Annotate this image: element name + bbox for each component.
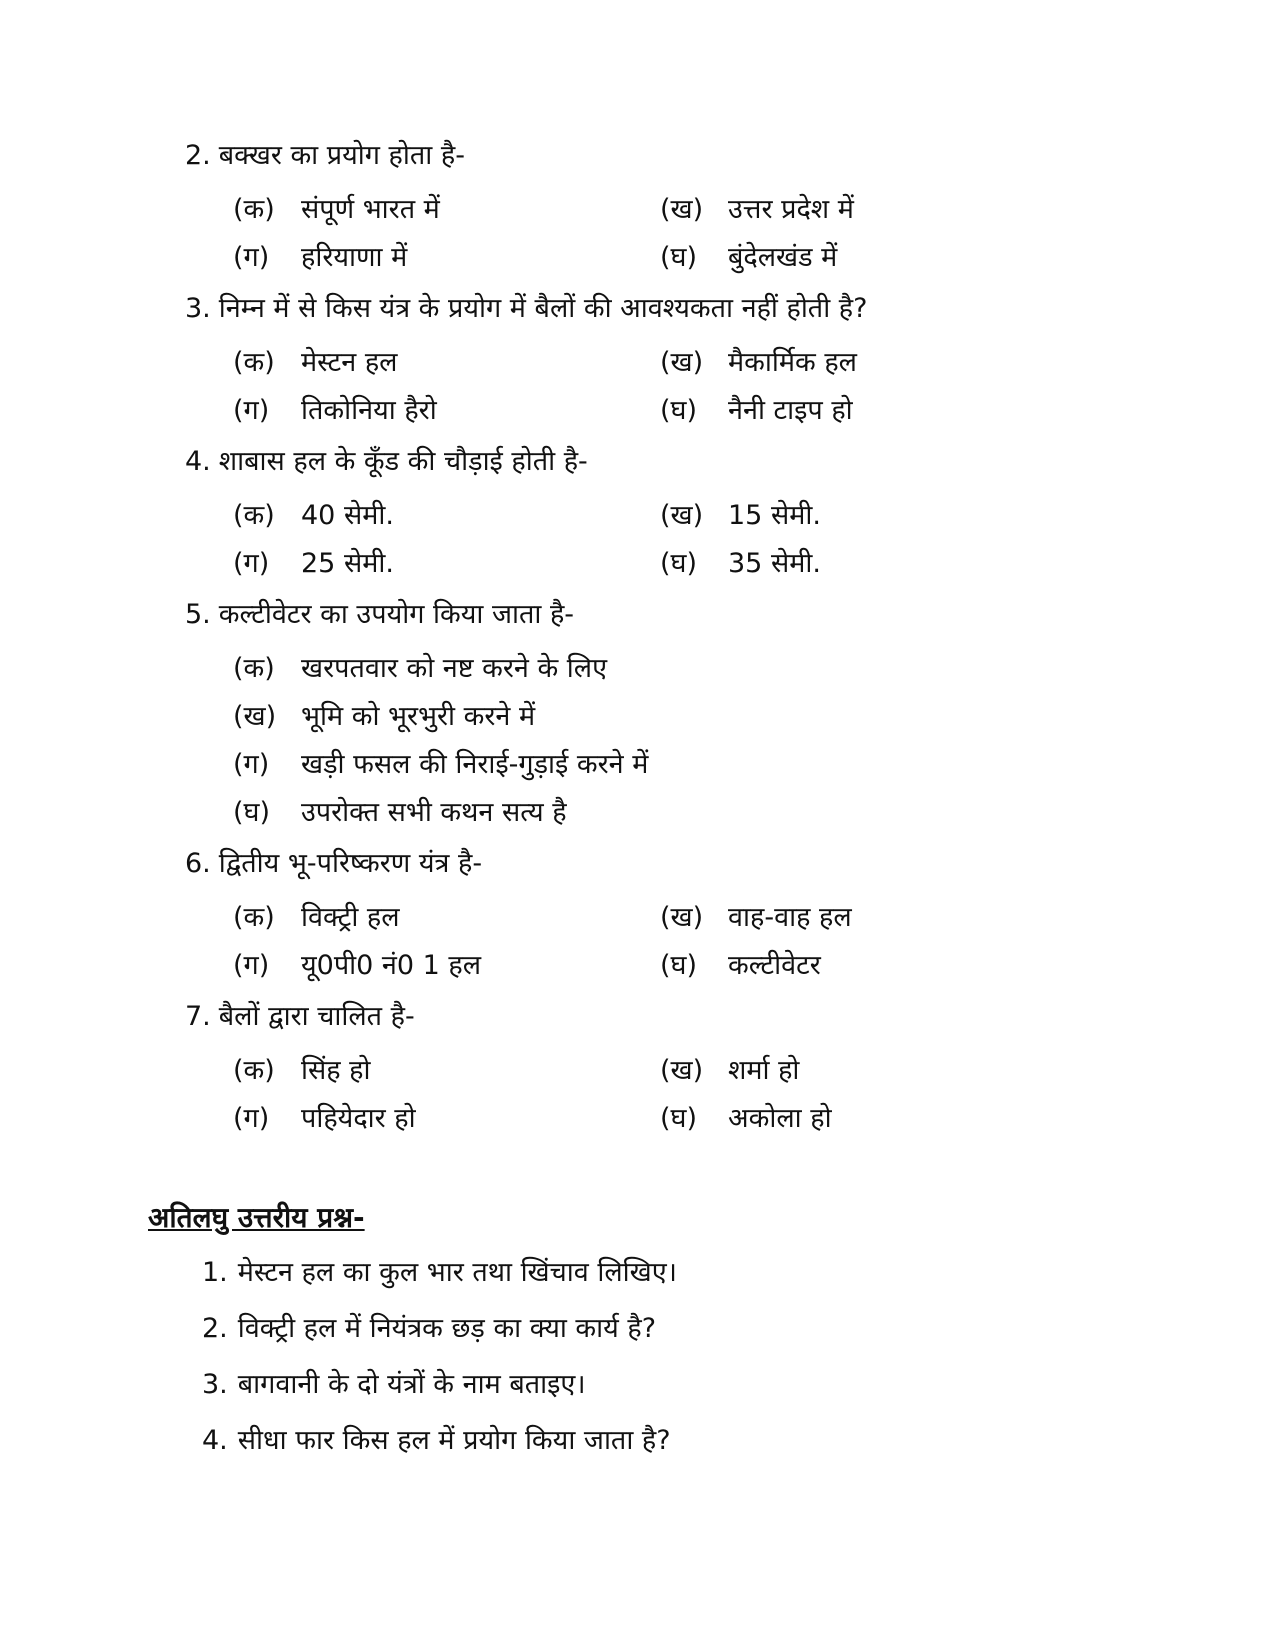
question-text: बैलों द्वारा चालित है- [218, 1001, 415, 1032]
option-text: सिंह हो [301, 1055, 371, 1086]
option-text: संपूर्ण भारत में [301, 194, 440, 225]
question-number: 6. [185, 848, 211, 879]
option-text: तिकोनिया हैरो [301, 395, 437, 426]
option [233, 1098, 416, 1135]
option-text: खड़ी फसल की निराई-गुड़ाई करने में [301, 749, 649, 780]
question-6 [185, 843, 482, 880]
option [233, 696, 535, 733]
option-label: (क) [233, 902, 275, 933]
option-text: उत्तर प्रदेश में [728, 194, 854, 225]
option [660, 342, 857, 379]
option [233, 495, 394, 532]
option [233, 189, 440, 226]
short-question [202, 1420, 671, 1457]
option-text: उपरोक्त सभी कथन सत्य है [301, 797, 567, 828]
option-label: (ख) [660, 194, 704, 225]
option-text: कल्टीवेटर [728, 950, 821, 981]
option-text: वाह-वाह हल [728, 902, 852, 933]
option-label: (ग) [233, 395, 270, 426]
short-question-text: मेस्टन हल का कुल भार तथा खिंचाव लिखिए। [237, 1257, 677, 1288]
option-label: (घ) [660, 950, 698, 981]
short-question-number: 3. [202, 1369, 228, 1400]
option-text: अकोला हो [728, 1103, 832, 1134]
option [660, 1098, 832, 1135]
option-text: 35 सेमी. [728, 548, 821, 579]
option-text: 40 सेमी. [301, 500, 394, 531]
option [660, 897, 852, 934]
option-text: यू0पी0 नं0 1 हल [301, 950, 482, 981]
option [660, 390, 853, 427]
option [233, 945, 481, 982]
option [233, 744, 648, 781]
question-3 [185, 288, 867, 325]
question-4 [185, 441, 588, 478]
option-text: 25 सेमी. [301, 548, 394, 579]
short-question [202, 1364, 586, 1401]
option-text: विक्ट्री हल [301, 902, 400, 933]
option [660, 495, 821, 532]
option-label: (क) [233, 347, 275, 378]
option-text: पहियेदार हो [301, 1103, 416, 1134]
option-label: (ख) [660, 902, 704, 933]
short-question-text: विक्ट्री हल में नियंत्रक छड़ का क्या कार्य है? [237, 1313, 657, 1344]
option-label: (घ) [660, 548, 698, 579]
question-text: कल्टीवेटर का उपयोग किया जाता है- [218, 599, 575, 630]
question-number: 5. [185, 599, 211, 630]
option-label: (क) [233, 1055, 275, 1086]
short-question-number: 2. [202, 1313, 228, 1344]
short-question-text: सीधा फार किस हल में प्रयोग किया जाता है? [237, 1425, 671, 1456]
question-number: 4. [185, 446, 211, 477]
option-label: (घ) [660, 242, 698, 273]
option [233, 648, 607, 685]
option-text: भूमि को भूरभुरी करने में [301, 701, 536, 732]
option [660, 237, 837, 274]
option-label: (ग) [233, 1103, 270, 1134]
option [233, 543, 394, 580]
option-text: मेस्टन हल [301, 347, 398, 378]
question-text: शाबास हल के कूँड की चौड़ाई होती है- [218, 446, 588, 477]
option-label: (ख) [660, 347, 704, 378]
option-label: (क) [233, 653, 275, 684]
question-text: द्वितीय भू-परिष्करण यंत्र है- [218, 848, 483, 879]
short-question [202, 1252, 677, 1289]
option [233, 792, 567, 829]
option-label: (घ) [233, 797, 271, 828]
option [233, 1050, 371, 1087]
option-label: (घ) [660, 1103, 698, 1134]
option-label: (क) [233, 500, 275, 531]
option-label: (ग) [233, 548, 270, 579]
option-text: बुंदेलखंड में [728, 242, 838, 273]
option-label: (क) [233, 194, 275, 225]
option-text: नैनी टाइप हो [728, 395, 853, 426]
short-question-number: 4. [202, 1425, 228, 1456]
option-text: शर्मा हो [728, 1055, 800, 1086]
question-number: 3. [185, 293, 211, 324]
option [660, 945, 821, 982]
question-2 [185, 135, 465, 172]
option-label: (ख) [660, 1055, 704, 1086]
short-question-number: 1. [202, 1257, 228, 1288]
option-label: (ग) [233, 242, 270, 273]
option-label: (ख) [660, 500, 704, 531]
option [233, 390, 437, 427]
question-text: बक्खर का प्रयोग होता है- [218, 140, 465, 171]
option-text: मैकार्मिक हल [728, 347, 857, 378]
option-text: 15 सेमी. [728, 500, 821, 531]
option [660, 189, 854, 226]
option-label: (ग) [233, 749, 270, 780]
question-number: 7. [185, 1001, 211, 1032]
option [233, 897, 400, 934]
question-7 [185, 996, 415, 1033]
option-text: खरपतवार को नष्ट करने के लिए [301, 653, 608, 684]
question-number: 2. [185, 140, 211, 171]
question-5 [185, 594, 574, 631]
option [233, 237, 407, 274]
option [660, 1050, 799, 1087]
short-question [202, 1308, 656, 1345]
option [660, 543, 821, 580]
option-label: (घ) [660, 395, 698, 426]
option-label: (ख) [233, 701, 277, 732]
option-text: हरियाणा में [301, 242, 408, 273]
question-text: निम्न में से किस यंत्र के प्रयोग में बैलों की आवश्यकता नहीं होती है? [218, 293, 868, 324]
option [233, 342, 397, 379]
short-question-text: बागवानी के दो यंत्रों के नाम बताइए। [237, 1369, 586, 1400]
option-label: (ग) [233, 950, 270, 981]
section-heading: अतिलघु उत्तरीय प्रश्न- [148, 1201, 365, 1234]
